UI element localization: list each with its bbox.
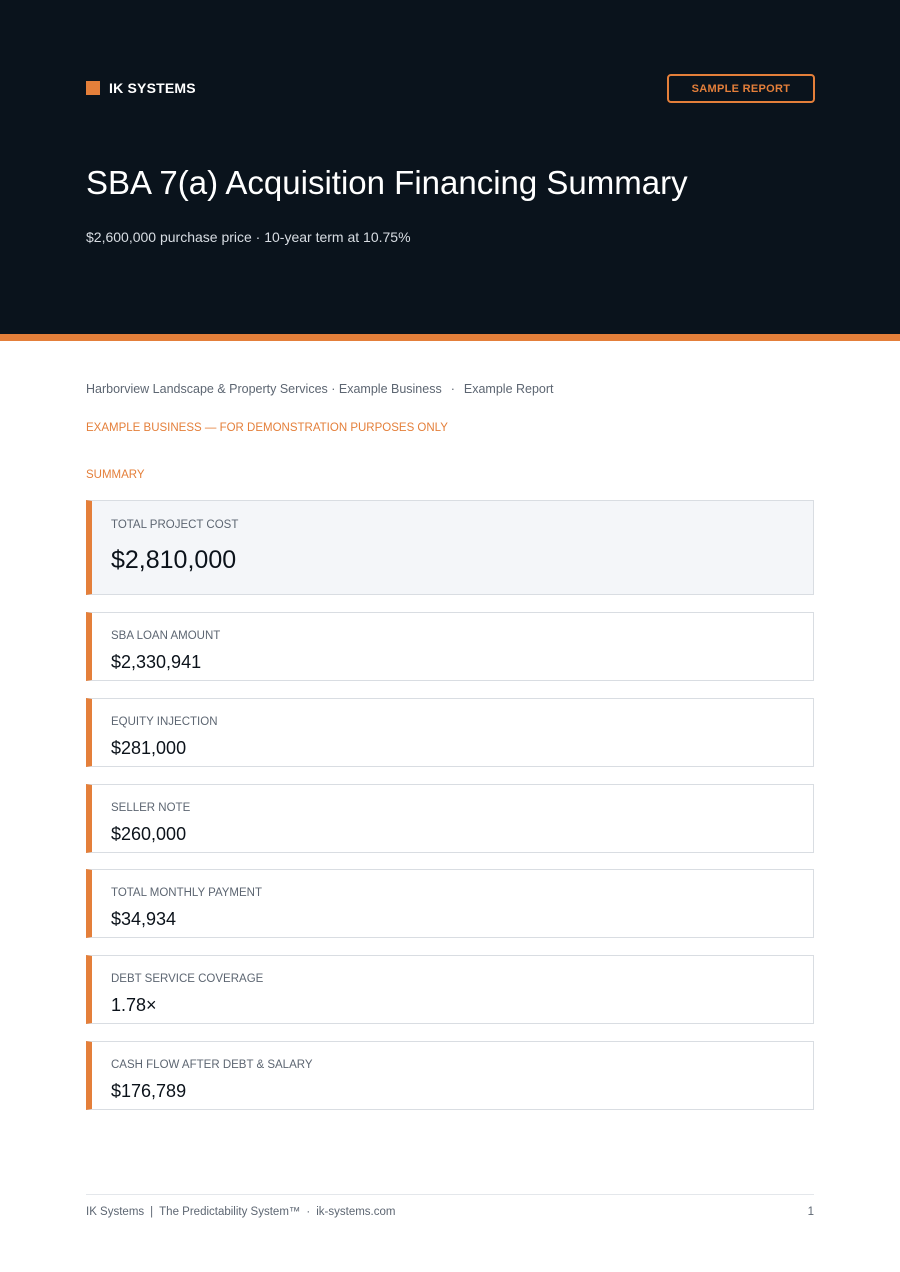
footer-dot: · <box>306 1206 311 1218</box>
footer-company: IK Systems <box>86 1206 145 1218</box>
footer-tagline: The Predictability System™ <box>159 1206 301 1218</box>
meta-separator: · <box>450 382 455 396</box>
card-label: CASH FLOW AFTER DEBT & SALARY <box>111 1059 313 1071</box>
card-label: EQUITY INJECTION <box>111 716 218 728</box>
report-type: Example Report <box>463 382 554 396</box>
card-value: $34,934 <box>111 909 177 929</box>
footer-website-link[interactable]: ik-systems.com <box>316 1206 396 1218</box>
footer-pipe: | <box>150 1206 154 1218</box>
card-value: $2,330,941 <box>111 652 202 672</box>
brand-name: IK SYSTEMS <box>109 80 196 96</box>
brand-logo-square-icon <box>86 81 100 95</box>
card-value: $281,000 <box>111 738 187 758</box>
card-label: DEBT SERVICE COVERAGE <box>111 973 264 985</box>
report-header <box>0 0 900 334</box>
card-label: SELLER NOTE <box>111 802 191 814</box>
report-subtitle: $2,600,000 purchase price · 10-year term at 10.75% <box>86 229 411 245</box>
sample-report-badge: SAMPLE REPORT <box>667 74 815 103</box>
card-value: $2,810,000 <box>111 546 237 574</box>
summary-card-seller-note <box>86 784 814 853</box>
demo-disclaimer: EXAMPLE BUSINESS — FOR DEMONSTRATION PURPOSES ONLY <box>86 422 448 434</box>
brand <box>86 80 196 96</box>
summary-section-label: SUMMARY <box>86 469 145 481</box>
footer-divider <box>86 1194 814 1195</box>
card-label: TOTAL MONTHLY PAYMENT <box>111 887 263 899</box>
card-label: TOTAL PROJECT COST <box>111 519 239 531</box>
page-number: 1 <box>807 1206 814 1218</box>
summary-card-sba-loan-amount <box>86 612 814 681</box>
summary-card-total-project-cost <box>86 500 814 595</box>
summary-card-cash-flow-after-debt <box>86 1041 814 1110</box>
footer-info <box>86 1206 395 1218</box>
summary-card-total-monthly-payment <box>86 869 814 938</box>
business-meta-line <box>86 382 554 396</box>
summary-card-debt-service-coverage <box>86 955 814 1024</box>
header-accent-stripe <box>0 334 900 341</box>
card-value: 1.78× <box>111 995 157 1015</box>
card-value: $176,789 <box>111 1081 187 1101</box>
report-title: SBA 7(a) Acquisition Financing Summary <box>86 164 688 201</box>
summary-card-equity-injection <box>86 698 814 767</box>
business-name: Harborview Landscape & Property Services · Example Business <box>86 382 442 396</box>
card-label: SBA LOAN AMOUNT <box>111 630 221 642</box>
card-value: $260,000 <box>111 824 187 844</box>
